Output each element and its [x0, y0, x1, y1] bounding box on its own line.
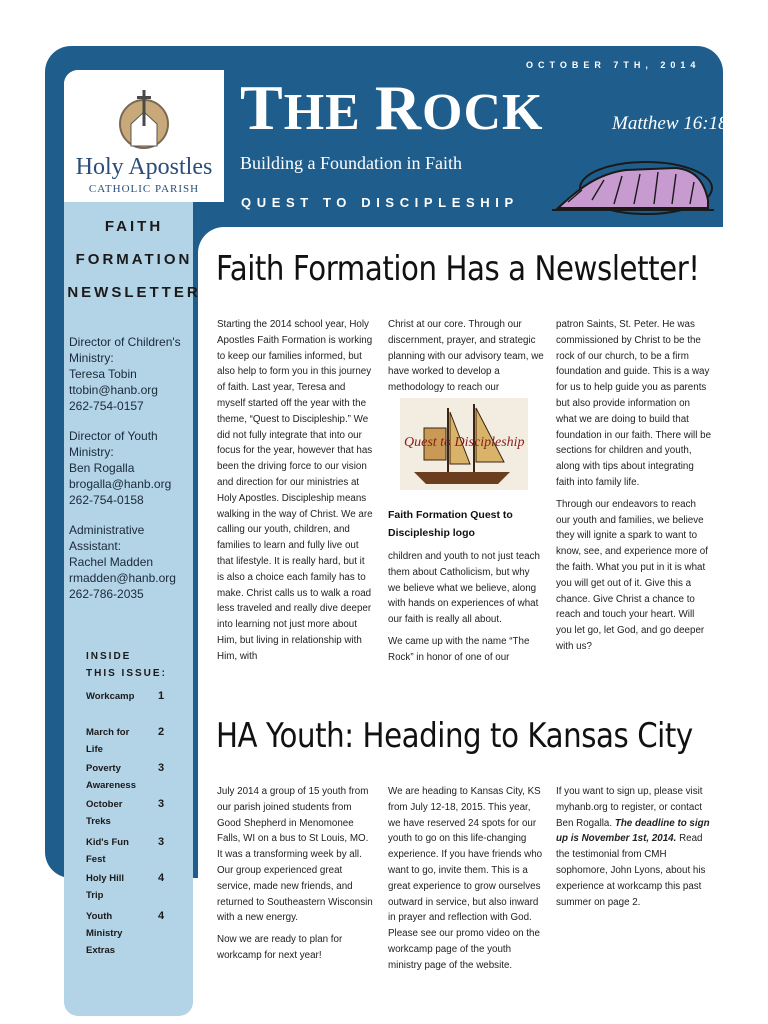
series-title: QUEST TO DISCIPLESHIP — [241, 195, 519, 210]
email-link[interactable]: ttobin@hanb.org — [69, 383, 158, 397]
article-column: We are heading to Kansas City, KS from July 12-18, 2015. This year, we have reserved 24 spots for our youth to go on this life-changing experience. If you have friends who want to go, invite them. This is a great experience to grow ourselves outward in service, but also inward in prayer and reflection with God. Please see our promo video on the workcamp page of the youth ministry page of the website. — [388, 786, 543, 971]
contact-youth-ministry: Director of Youth Ministry: Ben Rogalla brogalla@hanb.org 262-754-0158 — [69, 429, 172, 507]
logo-text: Quest to Discipleship — [404, 435, 525, 450]
email-link[interactable]: rmadden@hanb.org — [69, 571, 176, 585]
email-link[interactable]: brogalla@hanb.org — [69, 477, 172, 491]
newsletter-title: THE ROCK — [240, 72, 544, 143]
sidebar: Holy Apostles CATHOLIC PARISH FAITH FORMATION NEWSLETTER Director of Children's Ministry: Teresa Tobin ttobin@hanb.org 262-754-0157 Director of Youth Ministry: Ben Rogalla brogalla@hanb.org 262-754-0158 Administrative Assistant: Rachel Madden rmadden@hanb.org 262-786-2035 INSIDE THIS ISSUE: Workcamp 1 March for Life 2 Poverty Awareness 3 October Treks 3 Kid's Fun Fest 3 Holy Hill Trip 4 Youth Ministry Extras 4 — [64, 70, 193, 1016]
contact-administrative: Administrative Assistant: Rachel Madden rmadden@hanb.org 262-786-2035 — [69, 523, 176, 601]
article-column: Christ at our core. Through our discernment, prayer, and strategic planning with our advisory team, we have worked to develop a methodology to reach our — [388, 319, 544, 394]
deadline-text: The deadline to sign up is November 1st, 2014. — [556, 817, 710, 845]
rock-icon — [548, 150, 718, 218]
inside-issue-heading: INSIDE THIS ISSUE: — [86, 651, 167, 679]
scripture-verse: Matthew 16:18 — [612, 113, 728, 134]
article-headline: HA Youth: Heading to Kansas City — [216, 716, 693, 756]
parish-logo — [64, 70, 224, 202]
contact-children-ministry: Director of Children's Ministry: Teresa Tobin ttobin@hanb.org 262-754-0157 — [69, 335, 181, 413]
newsletter-type: FAITH FORMATION NEWSLETTER — [67, 218, 201, 301]
tagline: Building a Foundation in Faith — [240, 153, 463, 173]
parish-name: Holy Apostles — [75, 154, 213, 180]
article-column: children and youth to not just teach them about Catholicism, but why we believe what we believe, along with hands on experiences of what our faith is really all about. We came up with the name “The Rock” in honor of one of our — [388, 551, 540, 663]
article-column: Starting the 2014 school year, Holy Apostles Faith Formation is working to keep our families informed, but also help to form you in this journey of faith. Last year, Teresa and myself started off the year with the theme, “Quest to Discipleship.” We did not fully integrate that into our focus for the year, however that has been the driving force to our vision and direction for our ministries at Holy Apostles. Discipleship means walking in the way of Christ. We are calling our youth, children, and families to learn and fully live out that lifestyle. It is really hard, but it is also a choice each family has to make. Christ calls us to walk a road less traveled and really dive deeper into learning not just more about Him, but living in relationship with Him, with — [217, 319, 373, 662]
image-caption: Faith Formation Quest to Discipleship logo — [388, 509, 513, 539]
article-headline: Faith Formation Has a Newsletter! — [216, 249, 700, 289]
contact-list — [69, 334, 191, 616]
article-column: patron Saints, St. Peter. He was commissioned by Christ to be the rock of our church, to be a firm foundation and guide. This is a way for us to help guide you as parents but also provide information on what we are doing to build that foundation in our faith. There will be sections for children and youth, along with tips about integrating faith into family life. Through our endeavors to reach our youth and families, we believe they will ignite a spark to want to know, see, and experience more of the faith. What you put in it is what you will get out of it. Give this a chance. Give Christ a chance to reach and touch your heart. Will you let go, let God, and go deeper with us? — [556, 319, 712, 652]
article-column: July 2014 a group of 15 youth from our parish joined students from Good Shepherd in Menomonee Falls, WI on a bus to St Louis, MO. It was a transforming week by all. Our group experienced great service, made new friends, and returned to Southeastern Wisconsin with a new energy. Now we are ready to plan for workcamp for next year! — [217, 786, 373, 961]
issue-date: OCTOBER 7TH, 2014 — [526, 60, 701, 70]
parish-subtitle: CATHOLIC PARISH — [88, 183, 200, 195]
ship-logo-icon — [400, 398, 528, 490]
church-icon — [117, 88, 171, 150]
article-column: If you want to sign up, please visit myhanb.org to register, or contact Ben Rogalla. The deadline to sign up is November 1st, 2014. Read the testimonial from CMH sophomore, John Lyons, about his experience at workcamp this past summer on page 2. — [556, 786, 710, 908]
